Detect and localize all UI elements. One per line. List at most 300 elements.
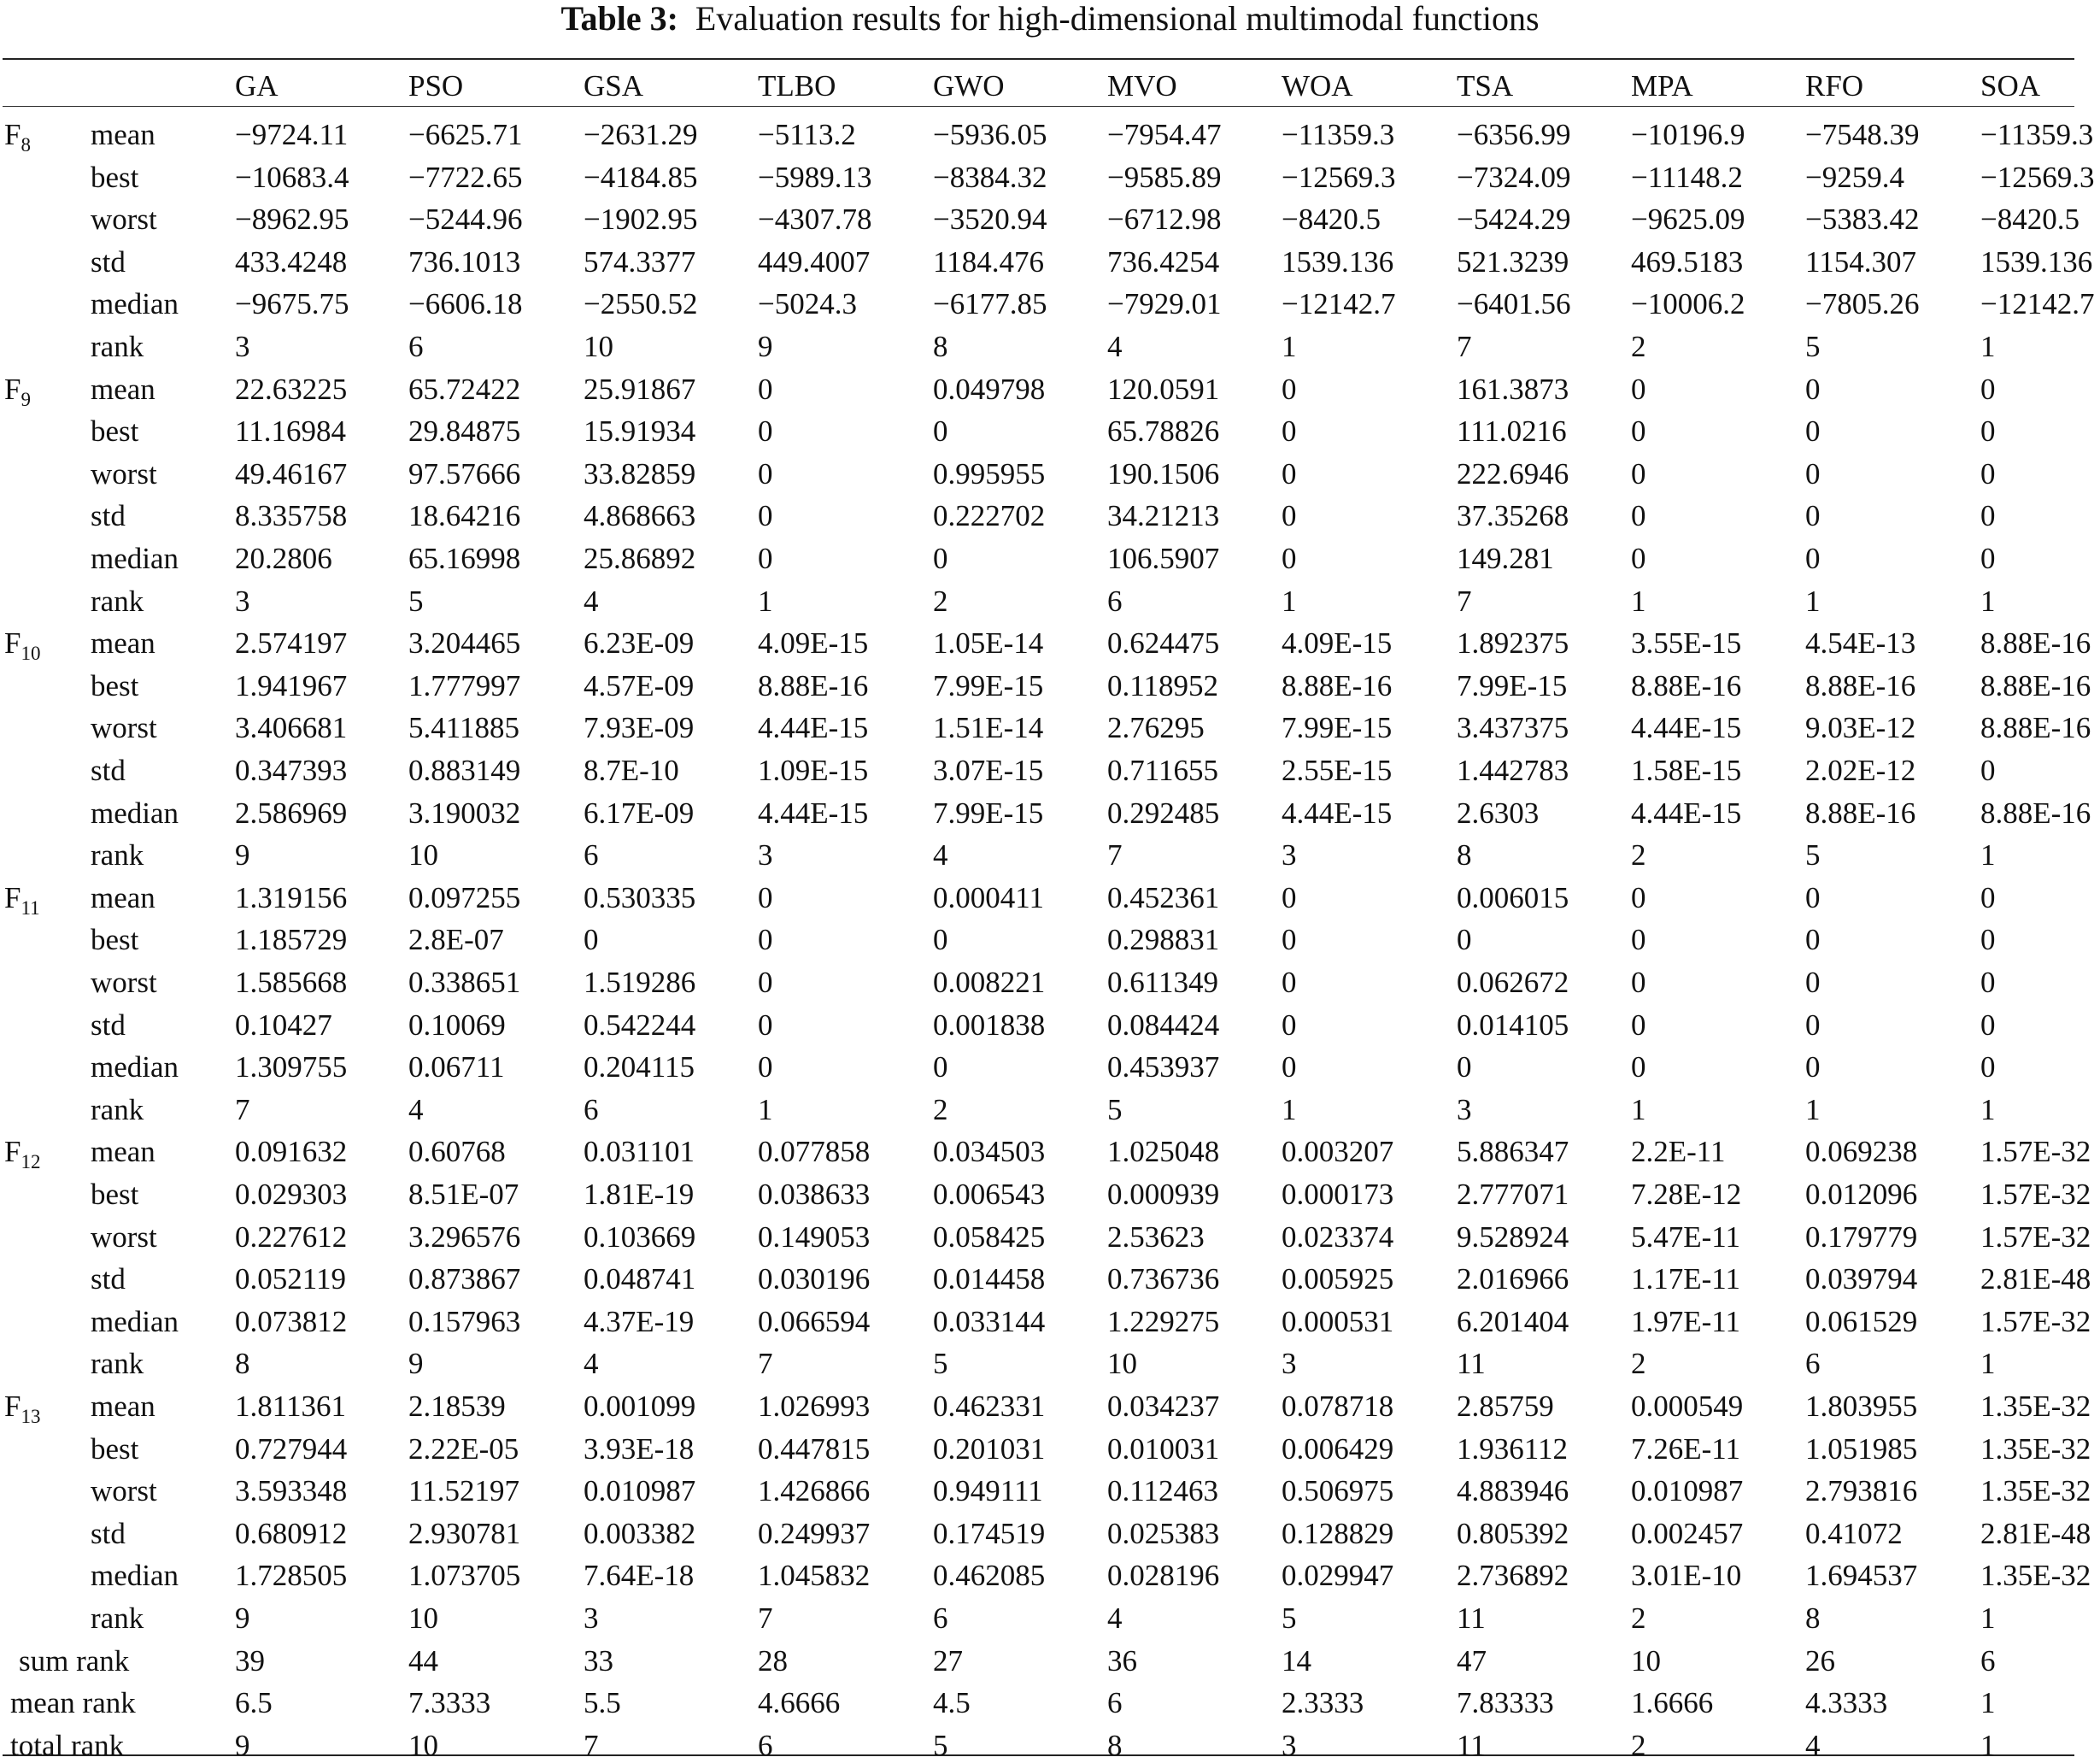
table-cell: 0: [584, 923, 599, 957]
table-cell: 190.1506: [1107, 456, 1220, 491]
table-cell: 11.52197: [408, 1474, 519, 1508]
table-cell: 1.09E-15: [758, 754, 869, 787]
table-cell: 0: [1631, 923, 1646, 957]
table-cell: 3.190032: [408, 796, 521, 830]
column-header-rfo: RFO: [1805, 69, 1864, 103]
table-cell: 1.892375: [1457, 626, 1569, 661]
table-cell: 25.91867: [584, 372, 696, 406]
table-cell: 0: [1805, 923, 1821, 957]
table-cell: 65.72422: [408, 372, 521, 406]
table-cell: 2.777071: [1457, 1178, 1569, 1211]
stat-label: std: [91, 1516, 126, 1550]
top-rule: [3, 58, 2074, 60]
table-cell: −12569.3: [1282, 160, 1396, 194]
stat-label: best: [91, 414, 139, 449]
table-cell: 3: [1282, 1347, 1297, 1381]
stat-label: best: [91, 1178, 139, 1211]
table-cell: 1: [1980, 838, 1996, 873]
table-cell: 0: [758, 372, 773, 406]
summary-cell: 5.5: [584, 1686, 621, 1720]
table-cell: 0: [933, 542, 948, 575]
table-cell: 8.88E-16: [1980, 711, 2091, 745]
table-cell: −11148.2: [1631, 160, 1743, 194]
stat-label: mean: [91, 1390, 155, 1423]
table-cell: 0.542244: [584, 1008, 696, 1042]
table-cell: 0.002457: [1631, 1516, 1744, 1550]
table-cell: 4.44E-15: [758, 711, 869, 745]
table-cell: −5383.42: [1805, 203, 1920, 237]
table-cell: 10: [408, 838, 438, 873]
table-cell: 0.000939: [1107, 1178, 1220, 1211]
table-cell: −9724.11: [235, 118, 349, 151]
table-cell: 3.93E-18: [584, 1431, 695, 1466]
function-label: [4, 881, 40, 919]
summary-cell: 4.3333: [1805, 1686, 1888, 1720]
table-cell: 0.006429: [1282, 1431, 1394, 1466]
table-cell: 0: [1631, 372, 1646, 406]
table-cell: 0.201031: [933, 1431, 1046, 1466]
stat-label: best: [91, 923, 139, 957]
table-cell: 5: [1805, 330, 1821, 363]
table-cell: 3.55E-15: [1631, 626, 1742, 661]
function-name: F: [4, 1135, 21, 1169]
function-name: F: [4, 880, 21, 914]
table-cell: −7954.47: [1107, 118, 1222, 151]
table-cell: 0.091632: [235, 1135, 348, 1169]
bottom-rule: [3, 1754, 2074, 1756]
summary-cell: 2.3333: [1282, 1686, 1364, 1720]
table-cell: −5989.13: [758, 160, 872, 194]
table-cell: 0: [933, 923, 948, 957]
table-cell: 2.2E-11: [1631, 1135, 1726, 1169]
table-cell: 0.062672: [1457, 966, 1569, 999]
table-cell: 0: [1282, 372, 1297, 406]
table-cell: 0: [1980, 880, 1996, 914]
function-index: 8: [21, 134, 31, 156]
table-cell: 3.437375: [1457, 711, 1569, 745]
table-cell: 449.4007: [758, 244, 871, 279]
table-cell: 0.038633: [758, 1178, 871, 1211]
table-cell: 4: [584, 1347, 599, 1381]
table-cell: 1184.476: [933, 244, 1044, 279]
table-cell: 0: [1631, 880, 1646, 914]
table-cell: 0: [1631, 456, 1646, 491]
stat-label: mean: [91, 880, 155, 914]
table-cell: 0.298831: [1107, 923, 1220, 957]
table-cell: 0: [1805, 456, 1821, 491]
table-cell: 11.16984: [235, 414, 346, 449]
table-cell: 9: [235, 1601, 250, 1635]
table-cell: 2.574197: [235, 626, 348, 661]
table-cell: 6.23E-09: [584, 626, 695, 661]
table-cell: 1.585668: [235, 966, 348, 999]
table-cell: 33.82859: [584, 456, 696, 491]
table-cell: 4.44E-15: [1282, 796, 1393, 830]
table-cell: 106.5907: [1107, 542, 1220, 575]
table-cell: 7: [758, 1347, 773, 1381]
table-cell: 8.335758: [235, 499, 348, 533]
table-cell: 9.528924: [1457, 1219, 1569, 1254]
table-cell: 521.3239: [1457, 244, 1569, 279]
table-cell: 0.347393: [235, 754, 348, 787]
table-cell: 1.811361: [235, 1390, 346, 1423]
summary-cell: 6: [1980, 1643, 1996, 1678]
table-cell: 8: [933, 330, 948, 363]
table-cell: 2: [1631, 1347, 1646, 1381]
table-cell: 3.01E-10: [1631, 1559, 1742, 1593]
table-cell: 0: [758, 1050, 773, 1084]
table-cell: −7929.01: [1107, 287, 1222, 321]
summary-cell: 4.5: [933, 1686, 971, 1720]
table-cell: 18.64216: [408, 499, 521, 533]
table-caption: [0, 0, 2100, 38]
table-cell: −8384.32: [933, 160, 1047, 194]
table-cell: 2.22E-05: [408, 1431, 519, 1466]
table-cell: 8: [235, 1347, 250, 1381]
table-cell: 15.91934: [584, 414, 696, 449]
stat-label: mean: [91, 118, 155, 151]
table-cell: 0: [758, 923, 773, 957]
stat-label: best: [91, 160, 139, 194]
table-cell: −2550.52: [584, 287, 698, 321]
table-cell: −7324.09: [1457, 160, 1571, 194]
summary-cell: 47: [1457, 1643, 1487, 1678]
table-cell: 3.07E-15: [933, 754, 1044, 787]
table-cell: 7: [1457, 330, 1472, 363]
column-header-soa: SOA: [1980, 69, 2041, 103]
table-cell: 0.179779: [1805, 1219, 1918, 1254]
table-cell: 65.78826: [1107, 414, 1220, 449]
table-cell: −1902.95: [584, 203, 698, 237]
table-cell: 1.051985: [1805, 1431, 1918, 1466]
table-cell: 3: [584, 1601, 599, 1635]
table-cell: 1.57E-32: [1980, 1304, 2091, 1338]
table-cell: 1.442783: [1457, 754, 1569, 787]
stat-label: rank: [91, 1347, 144, 1381]
table-cell: 574.3377: [584, 244, 696, 279]
table-cell: 1: [1980, 1601, 1996, 1635]
table-cell: −10683.4: [235, 160, 349, 194]
table-cell: 0: [1282, 414, 1297, 449]
stat-label: median: [91, 1559, 179, 1593]
table-cell: 10: [584, 330, 613, 363]
table-cell: 37.35268: [1457, 499, 1569, 533]
summary-cell: 27: [933, 1643, 963, 1678]
table-cell: 34.21213: [1107, 499, 1220, 533]
caption-label: Table 3:: [560, 0, 678, 38]
table-cell: 1.51E-14: [933, 711, 1044, 745]
stat-label: mean: [91, 1135, 155, 1169]
table-cell: 8.88E-16: [1282, 668, 1393, 702]
table-cell: 2.930781: [408, 1516, 521, 1550]
table-cell: −10006.2: [1631, 287, 1745, 321]
table-cell: 0.292485: [1107, 796, 1220, 830]
table-cell: 0: [1980, 414, 1996, 449]
function-name: F: [4, 118, 21, 151]
table-cell: −8420.5: [1282, 203, 1381, 237]
stat-label: worst: [91, 1474, 157, 1508]
table-cell: 1.026993: [758, 1390, 871, 1423]
table-cell: 0: [758, 542, 773, 575]
table-cell: 6: [584, 1092, 599, 1126]
table-cell: 1.777997: [408, 668, 521, 702]
table-cell: 0.453937: [1107, 1050, 1220, 1084]
table-cell: −5936.05: [933, 118, 1047, 151]
table-cell: −5244.96: [408, 203, 523, 237]
table-cell: 1: [1980, 1347, 1996, 1381]
table-cell: 0.506975: [1282, 1474, 1394, 1508]
table-cell: 5: [1805, 838, 1821, 873]
table-cell: 0.000549: [1631, 1390, 1744, 1423]
column-header-tlbo: TLBO: [758, 69, 836, 103]
table-cell: 0.034503: [933, 1135, 1046, 1169]
table-cell: 0.073812: [235, 1304, 348, 1338]
table-cell: 7.26E-11: [1631, 1431, 1740, 1466]
table-cell: 2: [1631, 838, 1646, 873]
table-cell: 0.222702: [933, 499, 1046, 533]
table-cell: −9585.89: [1107, 160, 1222, 194]
table-cell: 6: [1805, 1347, 1821, 1381]
table-cell: 4.54E-13: [1805, 626, 1916, 661]
table-cell: 0: [758, 414, 773, 449]
table-cell: 0: [1980, 966, 1996, 999]
table-cell: 0: [1980, 499, 1996, 533]
table-cell: 5.47E-11: [1631, 1219, 1740, 1254]
table-cell: 1.35E-32: [1980, 1431, 2091, 1466]
table-cell: −9259.4: [1805, 160, 1904, 194]
summary-cell: 10: [408, 1728, 438, 1762]
table-cell: 5: [933, 1347, 948, 1381]
table-cell: 1.941967: [235, 668, 348, 702]
table-cell: 2.793816: [1805, 1474, 1918, 1508]
table-cell: 0.883149: [408, 754, 521, 787]
table-cell: 4: [1107, 1601, 1123, 1635]
column-header-mvo: MVO: [1107, 69, 1177, 103]
table-cell: 6: [408, 330, 424, 363]
table-cell: 1.05E-14: [933, 626, 1044, 661]
table-cell: 0.41072: [1805, 1516, 1903, 1550]
table-cell: 0.010987: [1631, 1474, 1744, 1508]
table-cell: 0.174519: [933, 1516, 1046, 1550]
table-cell: 1.35E-32: [1980, 1390, 2091, 1423]
table-cell: 4: [408, 1092, 424, 1126]
stat-label: rank: [91, 584, 144, 618]
table-cell: −11359.3: [1980, 118, 2094, 151]
table-cell: 7.99E-15: [933, 668, 1044, 702]
table-cell: 0.028196: [1107, 1559, 1220, 1593]
table-cell: 2: [933, 1092, 948, 1126]
table-cell: −3520.94: [933, 203, 1047, 237]
function-index: 9: [21, 388, 31, 410]
summary-cell: 4: [1805, 1728, 1821, 1762]
table-cell: 1.309755: [235, 1050, 348, 1084]
table-cell: 4.883946: [1457, 1474, 1569, 1508]
table-cell: 0.727944: [235, 1431, 348, 1466]
column-header-ga: GA: [235, 69, 279, 103]
table-cell: 0.227612: [235, 1219, 348, 1254]
table-cell: 0.447815: [758, 1431, 871, 1466]
function-name: F: [4, 1390, 21, 1423]
table-cell: 8: [1805, 1601, 1821, 1635]
table-cell: 9: [235, 838, 250, 873]
table-cell: 3: [1282, 838, 1297, 873]
table-cell: 2: [1631, 330, 1646, 363]
table-cell: 1154.307: [1805, 244, 1916, 279]
table-cell: 25.86892: [584, 542, 696, 575]
table-cell: 7: [758, 1601, 773, 1635]
table-cell: 0.128829: [1282, 1516, 1394, 1550]
table-cell: 2.81E-48: [1980, 1262, 2091, 1296]
summary-cell: 10: [1631, 1643, 1661, 1678]
table-cell: 10: [1107, 1347, 1137, 1381]
table-cell: 2: [933, 584, 948, 618]
table-cell: 0.005925: [1282, 1262, 1394, 1296]
table-cell: 0: [758, 1008, 773, 1042]
table-cell: 2: [1631, 1601, 1646, 1635]
table-cell: 4.44E-15: [758, 796, 869, 830]
table-cell: 0.204115: [584, 1050, 695, 1084]
table-cell: 0: [1805, 880, 1821, 914]
stat-label: worst: [91, 1219, 157, 1254]
table-cell: 0.805392: [1457, 1516, 1569, 1550]
table-cell: 0.010987: [584, 1474, 696, 1508]
function-label: [4, 1390, 40, 1427]
table-cell: −7805.26: [1805, 287, 1920, 321]
table-cell: 7.28E-12: [1631, 1178, 1742, 1211]
summary-cell: 14: [1282, 1643, 1311, 1678]
table-cell: 0: [1805, 372, 1821, 406]
table-cell: 1.35E-32: [1980, 1474, 2091, 1508]
table-cell: 0.030196: [758, 1262, 871, 1296]
summary-cell: 8: [1107, 1728, 1123, 1762]
table-cell: 29.84875: [408, 414, 521, 449]
summary-cell: 6: [1107, 1686, 1123, 1720]
table-cell: 0: [1631, 1008, 1646, 1042]
table-cell: 8.88E-16: [1631, 668, 1742, 702]
table-cell: 0.711655: [1107, 754, 1218, 787]
table-cell: 1: [1282, 1092, 1297, 1126]
table-cell: 0.452361: [1107, 880, 1220, 914]
table-cell: 0.049798: [933, 372, 1046, 406]
function-name: F: [4, 626, 21, 661]
table-cell: 4.09E-15: [758, 626, 869, 661]
stat-label: std: [91, 499, 126, 533]
table-cell: 0.000411: [933, 880, 1044, 914]
table-cell: 6.201404: [1457, 1304, 1569, 1338]
table-cell: 5.411885: [408, 711, 519, 745]
function-label: [4, 373, 31, 410]
table-cell: 0.023374: [1282, 1219, 1394, 1254]
table-cell: 5.886347: [1457, 1135, 1569, 1169]
column-header-woa: WOA: [1282, 69, 1353, 103]
table-cell: 5: [408, 584, 424, 618]
table-cell: 0: [1457, 923, 1472, 957]
table-cell: 1.728505: [235, 1559, 348, 1593]
column-header-mpa: MPA: [1631, 69, 1693, 103]
table-cell: 1: [758, 1092, 773, 1126]
summary-cell: 6.5: [235, 1686, 273, 1720]
table-cell: 0.06711: [408, 1050, 505, 1084]
stat-label: rank: [91, 1601, 144, 1635]
table-cell: 149.281: [1457, 542, 1554, 575]
function-label: [4, 118, 31, 156]
table-cell: 1: [1282, 584, 1297, 618]
table-cell: 0: [1631, 542, 1646, 575]
table-cell: 4.44E-15: [1631, 711, 1742, 745]
table-cell: 0.048741: [584, 1262, 696, 1296]
table-cell: 0: [758, 456, 773, 491]
table-cell: 3.593348: [235, 1474, 348, 1508]
table-cell: 0: [1805, 414, 1821, 449]
table-cell: 1.936112: [1457, 1431, 1568, 1466]
summary-cell: 39: [235, 1643, 265, 1678]
stat-label: worst: [91, 966, 157, 999]
table-cell: 0: [1805, 1008, 1821, 1042]
table-cell: 9: [758, 330, 773, 363]
table-cell: 0: [1980, 1008, 1996, 1042]
table-cell: 0: [1282, 542, 1297, 575]
table-cell: 0.029303: [235, 1178, 348, 1211]
summary-cell: 7.83333: [1457, 1686, 1554, 1720]
stat-label: median: [91, 1050, 179, 1084]
table-cell: 0.010031: [1107, 1431, 1220, 1466]
table-cell: 1.229275: [1107, 1304, 1220, 1338]
table-cell: 8.88E-16: [1980, 626, 2091, 661]
table-cell: 1.57E-32: [1980, 1135, 2091, 1169]
function-index: 12: [21, 1151, 41, 1173]
table-cell: 0.000531: [1282, 1304, 1394, 1338]
table-cell: 0.058425: [933, 1219, 1046, 1254]
table-cell: 0.006015: [1457, 880, 1569, 914]
stat-label: mean: [91, 372, 155, 406]
table-cell: 0.338651: [408, 966, 521, 999]
table-cell: −6606.18: [408, 287, 523, 321]
table-cell: 0.462085: [933, 1559, 1046, 1593]
stat-label: worst: [91, 456, 157, 491]
table-cell: 0.736736: [1107, 1262, 1220, 1296]
table-cell: −6356.99: [1457, 118, 1571, 151]
table-cell: 8.88E-16: [1805, 668, 1916, 702]
function-index: 11: [21, 896, 40, 919]
table-cell: 4: [933, 838, 948, 873]
table-cell: −6177.85: [933, 287, 1047, 321]
table-cell: 0.000173: [1282, 1178, 1394, 1211]
table-cell: 0: [933, 1050, 948, 1084]
table-cell: 9.03E-12: [1805, 711, 1916, 745]
table-cell: 0.680912: [235, 1516, 348, 1550]
table-cell: 3.406681: [235, 711, 348, 745]
table-cell: 1.319156: [235, 880, 348, 914]
summary-label: sum rank: [19, 1643, 130, 1678]
summary-cell: 28: [758, 1643, 788, 1678]
table-cell: 5: [1107, 1092, 1123, 1126]
table-cell: 4: [1107, 330, 1123, 363]
table-cell: 0: [1980, 923, 1996, 957]
table-cell: 1: [1805, 584, 1821, 618]
table-cell: 2.736892: [1457, 1559, 1569, 1593]
column-header-gwo: GWO: [933, 69, 1005, 103]
stat-label: rank: [91, 330, 144, 363]
table-cell: −6712.98: [1107, 203, 1222, 237]
summary-cell: 5: [933, 1728, 948, 1762]
table-cell: 161.3873: [1457, 372, 1569, 406]
table-cell: 0.995955: [933, 456, 1046, 491]
table-cell: 0: [1980, 542, 1996, 575]
table-cell: 120.0591: [1107, 372, 1220, 406]
table-cell: 0: [1282, 1050, 1297, 1084]
table-cell: 0: [1631, 499, 1646, 533]
table-cell: 0.60768: [408, 1135, 506, 1169]
